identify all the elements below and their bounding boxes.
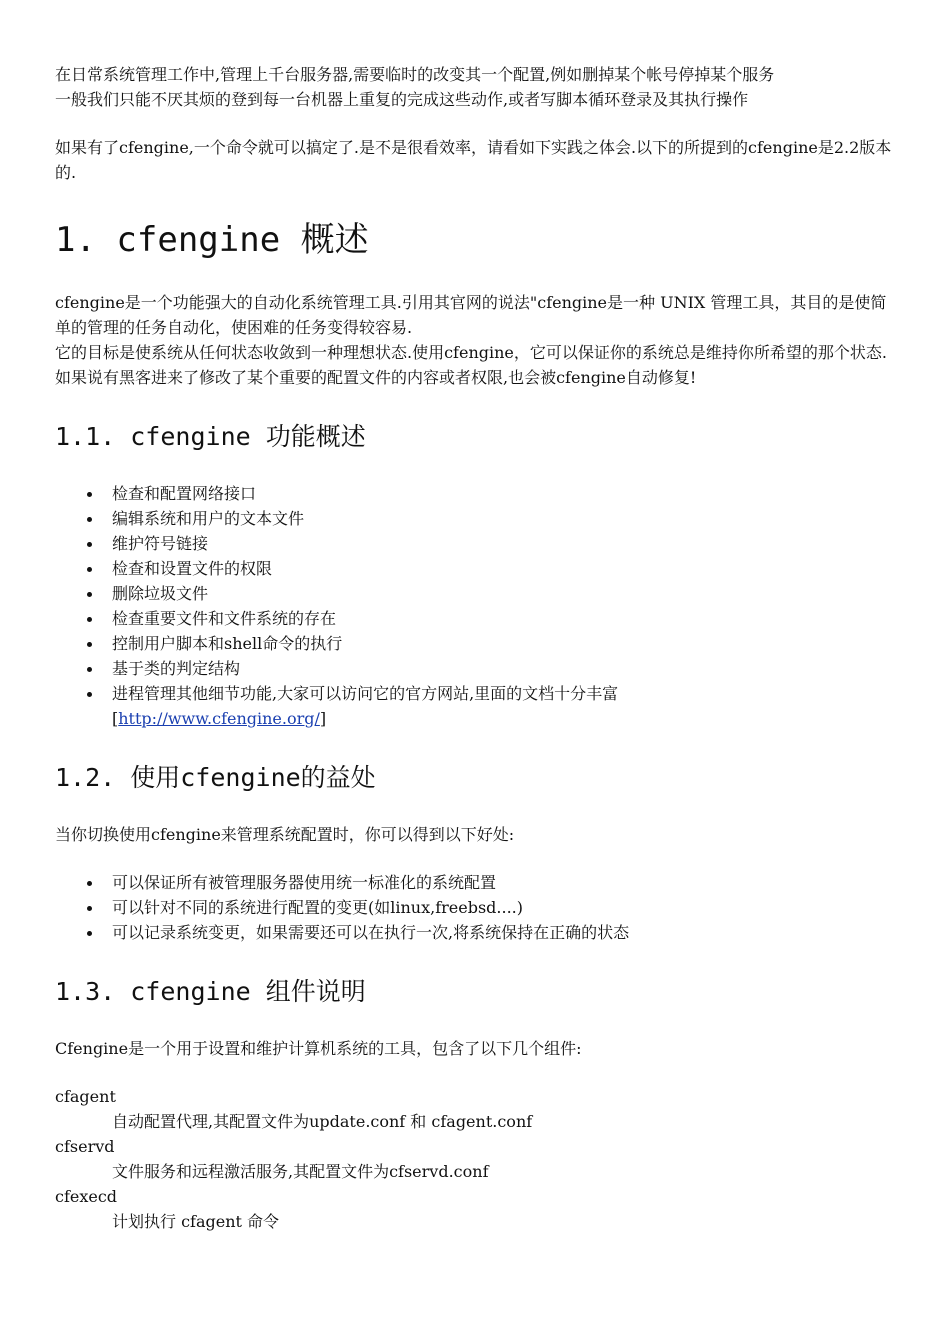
list-item-text: 进程管理其他细节功能,大家可以访问它的官方网站,里面的文档十分丰富 — [112, 684, 619, 703]
intro-block — [55, 62, 892, 185]
bracket-open: [ — [112, 709, 119, 728]
section-1-paragraph-3: 如果说有黑客进来了修改了某个重要的配置文件的内容或者权限,也会被cfengine自动修复! — [55, 368, 697, 387]
list-item-with-link — [112, 681, 892, 731]
section-1-title: 1. cfengine 概述 — [55, 220, 369, 260]
section-1-1-title: 1.1. cfengine 功能概述 — [55, 422, 366, 451]
list-item: 基于类的判定结构 — [112, 656, 892, 681]
benefit-list — [55, 870, 892, 945]
section-1-paragraph-2: 它的目标是使系统从任何状态收敛到一种理想状态.使用cfengine，它可以保证你的系统总是维持你所希望的那个状态. — [55, 343, 887, 362]
list-item: 编辑系统和用户的文本文件 — [112, 506, 892, 531]
section-1-2-intro: 当你切换使用cfengine来管理系统配置时，你可以得到以下好处: — [55, 825, 515, 844]
list-item: 删除垃圾文件 — [112, 581, 892, 606]
section-1-paragraph-1: cfengine是一个功能强大的自动化系统管理工具.引用其官网的说法"cfengine是一种 UNIX 管理工具，其目的是使简单的管理的任务自动化，使困难的任务变得较容易. — [55, 293, 887, 337]
section-1-2-title: 1.2. 使用cfengine的益处 — [55, 763, 376, 792]
list-item: 可以针对不同的系统进行配置的变更(如linux,freebsd....) — [112, 895, 892, 920]
section-1-3-title: 1.3. cfengine 组件说明 — [55, 977, 366, 1006]
list-item: 检查和配置网络接口 — [112, 481, 892, 506]
list-item: 控制用户脚本和shell命令的执行 — [112, 631, 892, 656]
intro-line-1: 在日常系统管理工作中,管理上千台服务器,需要临时的改变其一个配置,例如删掉某个帐号停掉某个服务 — [55, 65, 775, 84]
list-item: 检查重要文件和文件系统的存在 — [112, 606, 892, 631]
component-description: 自动配置代理,其配置文件为update.conf 和 cfagent.conf — [112, 1112, 533, 1131]
component-description: 文件服务和远程激活服务,其配置文件为cfservd.conf — [112, 1162, 489, 1181]
list-item: 可以记录系统变更，如果需要还可以在执行一次,将系统保持在正确的状态 — [112, 920, 892, 945]
component-term: cfservd — [55, 1137, 115, 1156]
list-item: 检查和设置文件的权限 — [112, 556, 892, 581]
component-list — [55, 1084, 892, 1234]
cfengine-website-link[interactable]: http://www.cfengine.org/ — [118, 709, 320, 728]
list-item: 可以保证所有被管理服务器使用统一标准化的系统配置 — [112, 870, 892, 895]
intro-line-3: 如果有了cfengine,一个命令就可以搞定了.是不是很看效率，请看如下实践之体会.以下的所提到的cfengine是2.2版本的. — [55, 138, 892, 182]
bracket-close: ] — [319, 709, 327, 728]
feature-list — [55, 481, 892, 731]
component-term: cfagent — [55, 1087, 116, 1106]
link-wrapper — [112, 706, 892, 731]
component-term: cfexecd — [55, 1187, 118, 1206]
list-item: 维护符号链接 — [112, 531, 892, 556]
intro-line-2: 一般我们只能不厌其烦的登到每一台机器上重复的完成这些动作,或者写脚本循环登录及其执行操作 — [55, 90, 749, 109]
component-description: 计划执行 cfagent 命令 — [112, 1212, 280, 1231]
section-1-3-intro: Cfengine是一个用于设置和维护计算机系统的工具，包含了以下几个组件: — [55, 1039, 582, 1058]
